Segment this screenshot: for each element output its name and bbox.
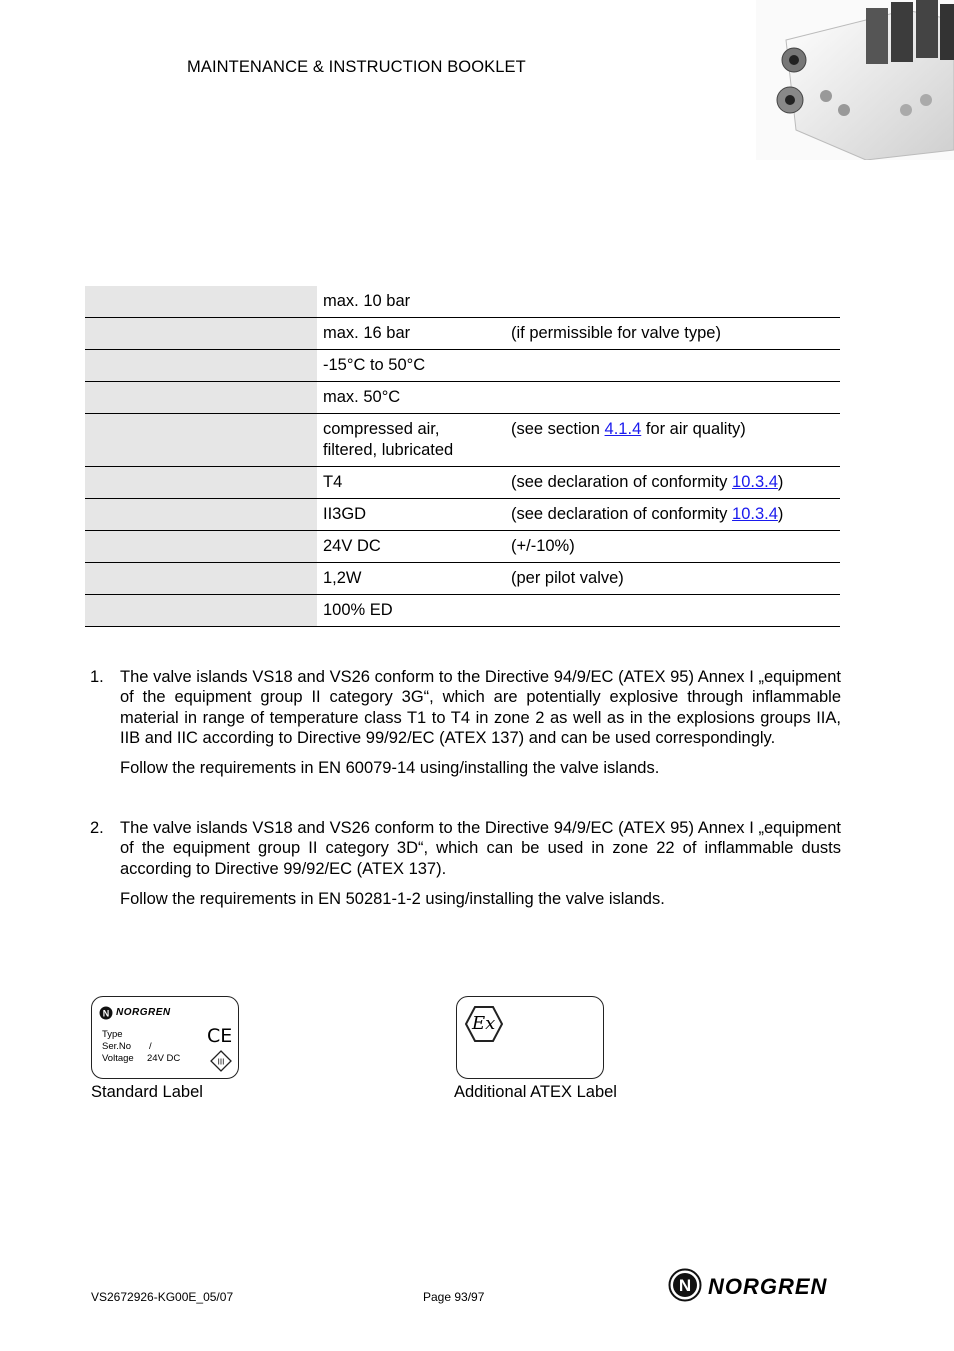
svg-text:N: N (678, 1276, 692, 1295)
table-row (85, 286, 840, 318)
list-number: 1. (90, 668, 104, 686)
value-cell: -15°C to 50°C (323, 356, 426, 374)
table-row (85, 350, 840, 382)
footer-doc-id: VS2672926-KG00E_05/07 (91, 1290, 234, 1304)
table-row (85, 414, 840, 467)
atex-hexagon-icon (210, 1050, 232, 1072)
note-cell (505, 382, 840, 414)
list-number: 2. (90, 819, 104, 837)
note-cell (505, 286, 840, 318)
value-cell: max. 50°C (323, 388, 401, 406)
label-voltage-value: 24V DC (147, 1053, 181, 1064)
note-text: ) (777, 505, 784, 523)
note-cell (505, 499, 840, 531)
label-logo-text: NORGREN (116, 1007, 171, 1018)
note-text: for air quality) (641, 420, 746, 438)
table-row (85, 318, 840, 350)
label-type: Type (102, 1029, 123, 1040)
value-line: compressed air, (323, 420, 440, 438)
value-line: filtered, lubricated (323, 441, 454, 459)
row-label-cell (85, 563, 317, 595)
list-item (90, 667, 841, 778)
note-cell: (+/-10%) (511, 537, 575, 555)
svg-text:N: N (102, 1008, 110, 1019)
value-cell (317, 414, 505, 467)
value-cell: 24V DC (323, 537, 381, 555)
table-row (85, 531, 840, 563)
footer-brand-name: NORGREN (708, 1274, 828, 1299)
atex-label-image (456, 996, 604, 1079)
list-paragraph: The valve islands VS18 and VS26 conform to the Directive 94/9/EC (ATEX 95) Annex I „equipment of the equipment group II category 3D“, which can be used in zone 22 of inflammable dusts according to Directive 99/92/EC (ATEX 137). (120, 819, 841, 878)
value-cell: 1,2W (323, 569, 362, 587)
row-label-cell (85, 595, 317, 627)
svg-text:III: III (217, 1057, 225, 1067)
note-text: ) (777, 473, 784, 491)
label-serno: Ser.No (102, 1041, 132, 1052)
note-cell (505, 467, 840, 499)
list-item (90, 818, 841, 909)
row-label-cell (85, 350, 317, 382)
note-text: (see declaration of conformity (511, 505, 733, 523)
note-cell (505, 414, 840, 467)
row-label-cell (85, 286, 317, 318)
value-cell: max. 16 bar (323, 324, 411, 342)
value-cell: max. 10 bar (323, 292, 411, 310)
row-label-cell (85, 318, 317, 350)
ex-mark-text: Ex (472, 1013, 496, 1034)
valve-island-photo (756, 0, 954, 160)
row-label-cell (85, 499, 317, 531)
table-row (85, 467, 840, 499)
note-text: (see declaration of conformity (511, 473, 733, 491)
standard-label-caption: Standard Label (91, 1083, 203, 1101)
note-cell: (per pilot valve) (511, 569, 624, 587)
section-link[interactable]: 10.3.4 (732, 473, 778, 491)
header-title: MAINTENANCE & INSTRUCTION BOOKLET (187, 58, 526, 76)
table-row (85, 595, 840, 627)
label-serno-value: / (149, 1041, 152, 1052)
section-link[interactable]: 10.3.4 (732, 505, 778, 523)
table-row (85, 499, 840, 531)
list-followup: Follow the requirements in EN 60079-14 using/installing the valve islands. (120, 759, 660, 778)
label-voltage: Voltage (102, 1053, 134, 1064)
standard-label-image (91, 996, 239, 1079)
row-label-cell (85, 382, 317, 414)
list-paragraph: The valve islands VS18 and VS26 conform to the Directive 94/9/EC (ATEX 95) Annex I „equipment of the equipment group II category 3G“, which are potentially explosive through inflammable material in range of temperature class T1 to T4 in zone 2 as well as in the explosions groups IIA, IIB and IIC according to Directive 99/92/EC (ATEX 137) and can be used correspondingly. (120, 668, 841, 747)
ce-mark-icon: CE (207, 1025, 233, 1047)
value-cell: T4 (323, 473, 343, 491)
norgren-brand-icon (668, 1268, 702, 1302)
atex-label-caption: Additional ATEX Label (454, 1083, 617, 1101)
note-cell (505, 595, 840, 627)
list-followup: Follow the requirements in EN 50281-1-2 using/installing the valve islands. (120, 889, 665, 908)
note-text: (see section (511, 420, 605, 438)
norgren-logo-icon (99, 1006, 113, 1020)
section-link[interactable]: 4.1.4 (604, 420, 642, 438)
table-row (85, 563, 840, 595)
footer-page-number: Page 93/97 (423, 1290, 485, 1304)
table-row (85, 382, 840, 414)
note-cell (505, 350, 840, 382)
value-cell: II3GD (323, 505, 367, 523)
note-cell: (if permissible for valve type) (511, 324, 721, 342)
technical-data-table (85, 286, 840, 627)
row-label-cell (85, 467, 317, 499)
row-label-cell (85, 531, 317, 563)
value-cell: 100% ED (323, 601, 393, 619)
row-label-cell (85, 414, 317, 467)
